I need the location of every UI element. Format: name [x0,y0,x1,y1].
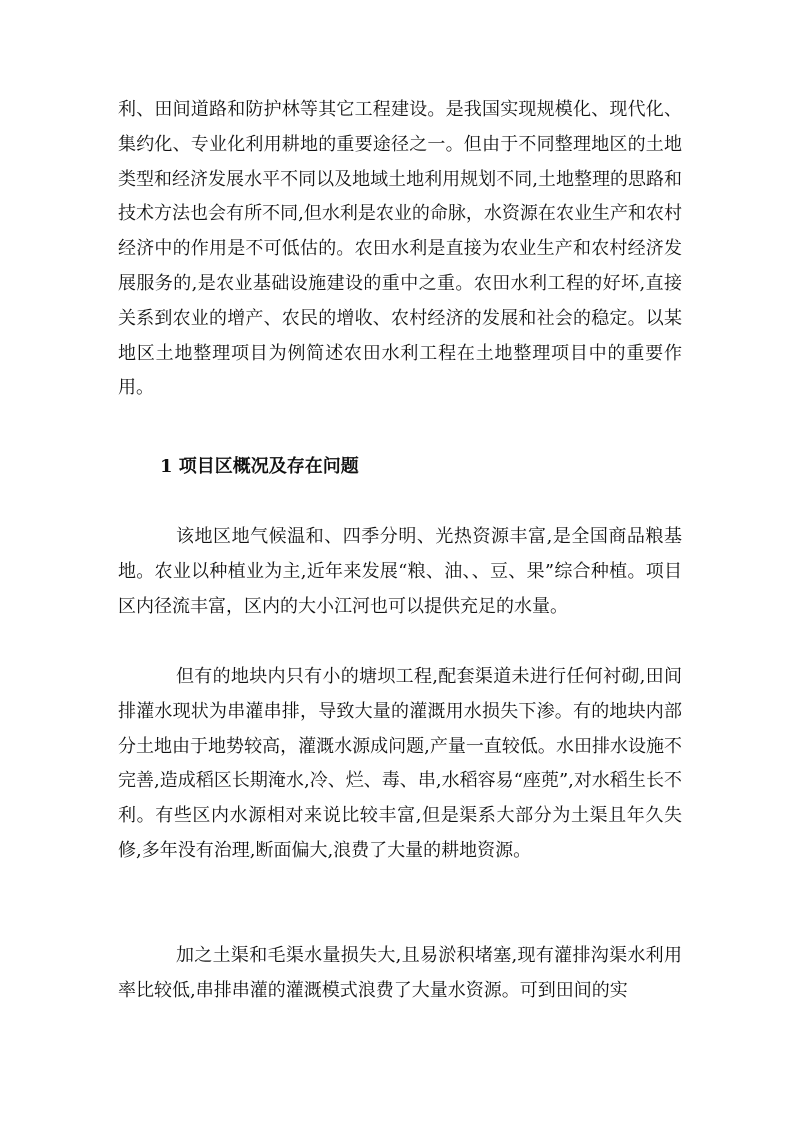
body-paragraph-channel-losses: 加之土渠和毛渠水量损失大,且易淤积堵塞,现有灌排沟渠水利用率比较低,串排串灌的灌溉模式浪费了大量水资源。可到田间的实 [118,945,682,1001]
body-paragraph-climate: 该地区地气候温和、四季分明、光热资源丰富,是全国商品粮基地。农业以种植业为主,近年来发展“粮、油、、豆、果”综合种植。项目区内径流丰富，区内的大小江河也可以提供充足的水量。 [118,526,682,617]
body-paragraph-irrigation-issues: 但有的地块内只有小的塘坝工程,配套渠道未进行任何衬砌,田间排灌水现状为串灌串排，导致大量的灌溉用水损失下渗。有的地块内部分土地由于地势较高，灌溉水源成问题,产量一直较低。水田排水设施不完善,造成稻区长期淹水,冷、烂、毒、串,水稻容易“座蔸”,对水稻生长不利。有些区内水源相对来说比较丰富,但是渠系大部分为土渠且年久失修,多年没有治理,断面偏大,浪费了大量的耕地资源。 [118,666,682,861]
intro-paragraph: 利、田间道路和防护林等其它工程建设。是我国实现规模化、现代化、集约化、专业化利用耕地的重要途径之一。但由于不同整理地区的土地类型和经济发展水平不同以及地域土地利用规划不同,土地整理的思路和技术方法也会有所不同,但水利是农业的命脉，水资源在农业生产和农村经济中的作用是不可低估的。农田水利是直接为农业生产和农村经济发展服务的,是农业基础设施建设的重中之重。农田水利工程的好坏,直接关系到农业的增产、农民的增收、农村经济的发展和社会的稳定。以某地区土地整理项目为例简述农田水利工程在土地整理项目中的重要作用。 [118,99,682,399]
section-heading: 1 项目区概况及存在问题 [160,456,359,477]
